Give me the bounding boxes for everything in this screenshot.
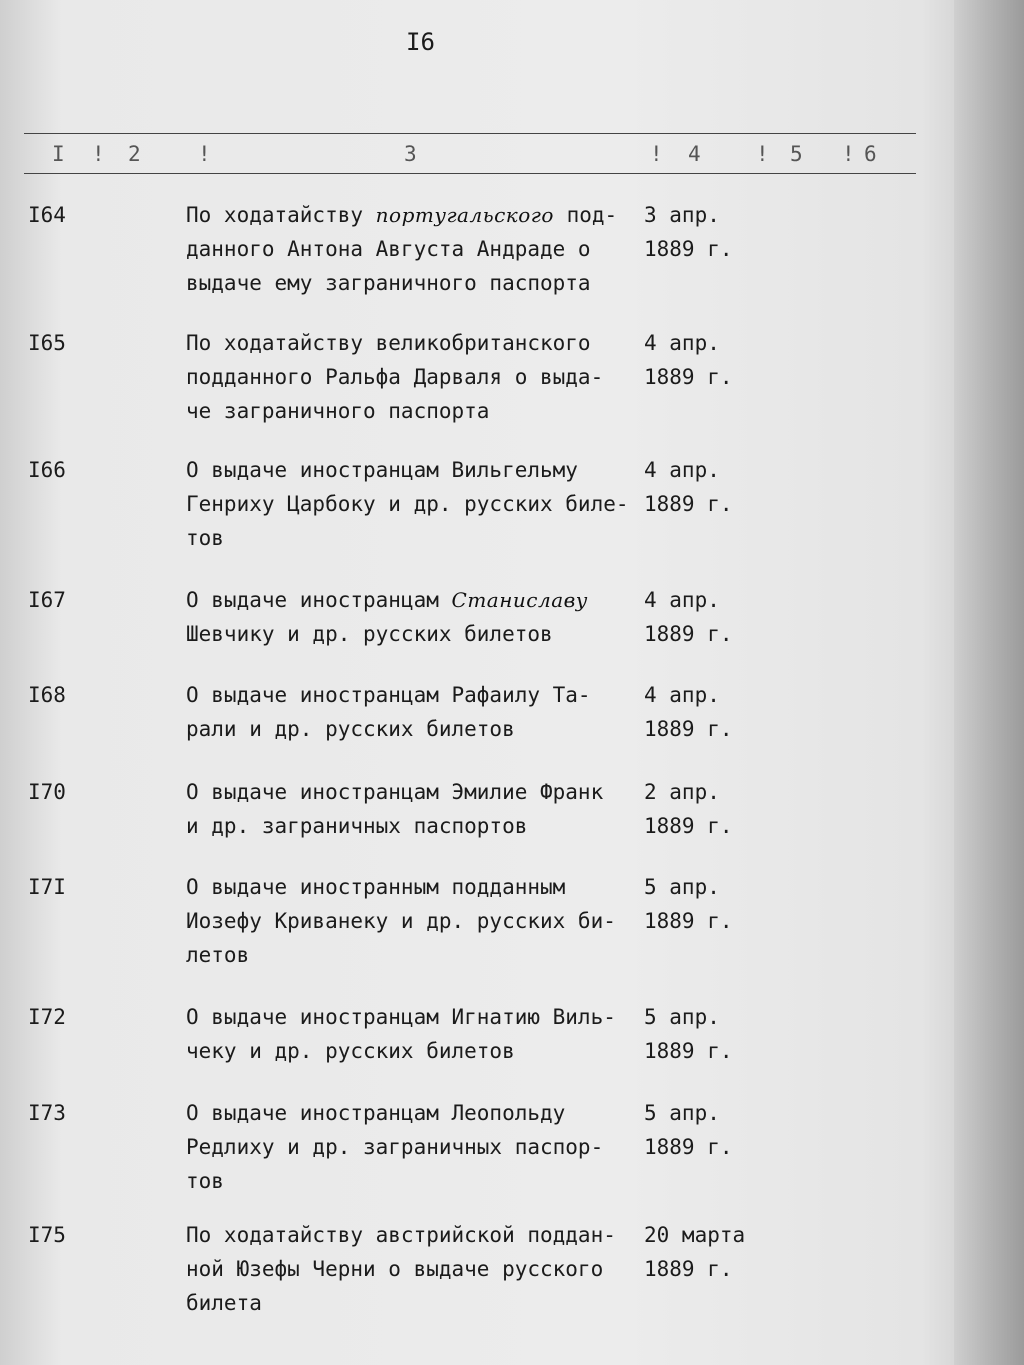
title-line: рали и др. русских билетов [186,717,515,741]
date-day: 3 апр. [644,203,720,227]
entry-date [644,1000,733,1068]
entry-title [186,1000,646,1068]
date-year: 1889 г. [644,365,733,389]
entry-number: I72 [28,1005,66,1029]
entry-title [186,583,646,651]
header-col-6: 6 [864,142,877,166]
title-line: тов [186,526,224,550]
date-day: 4 апр. [644,683,720,707]
entry-date [644,1096,733,1164]
entry-title [186,1218,646,1320]
entry-title [186,775,646,843]
entry-number: I73 [28,1101,66,1125]
date-year: 1889 г. [644,622,733,646]
header-col-3: 3 [404,142,417,166]
entry-number: I65 [28,331,66,355]
title-line: выдаче ему заграничного паспорта [186,271,591,295]
date-year: 1889 г. [644,1039,733,1063]
header-sep-5: ! [842,142,855,166]
title-line: чеку и др. русских билетов [186,1039,515,1063]
page-number: I6 [406,28,435,56]
title-line: че заграничного паспорта [186,399,490,423]
title-line: О выдаче иностранцам Рафаилу Та- [186,683,591,707]
date-year: 1889 г. [644,1257,733,1281]
date-day: 5 апр. [644,1005,720,1029]
date-year: 1889 г. [644,237,733,261]
title-line: Шевчику и др. русских билетов [186,622,553,646]
date-day: 4 апр. [644,331,720,355]
header-sep-2: ! [198,142,211,166]
entry-date [644,678,733,746]
title-line: О выдаче иностранным подданным [186,875,566,899]
header-rule-top [24,133,916,134]
entry-number: I70 [28,780,66,804]
date-day: 5 апр. [644,1101,720,1125]
entry-date [644,1218,745,1286]
entry-number: I66 [28,458,66,482]
title-line: ной Юзефы Черни о выдаче русского [186,1257,604,1281]
typed-text: под- [553,203,618,227]
title-line: летов [186,943,250,967]
entry-title [186,1096,646,1198]
title-line: тов [186,1169,224,1193]
date-year: 1889 г. [644,492,733,516]
entry-date [644,198,733,266]
entry-number: I7I [28,875,66,899]
handwritten-insert: португальского [375,203,554,227]
typed-text: О выдаче иностранцам [186,588,452,612]
entry-number: I67 [28,588,66,612]
entry-date [644,870,733,938]
date-year: 1889 г. [644,909,733,933]
date-year: 1889 г. [644,717,733,741]
title-line: билета [186,1291,262,1315]
title-line: По ходатайству австрийской поддан- [186,1223,616,1247]
date-day: 4 апр. [644,588,720,612]
title-line: О выдаче иностранцам Игнатию Виль- [186,1005,616,1029]
handwritten-insert: Станиславу [451,588,588,612]
title-line: По ходатайству великобританского [186,331,591,355]
title-line: О выдаче иностранцам Леопольду [186,1101,566,1125]
title-line: и др. заграничных паспортов [186,814,528,838]
title-line: О выдаче иностранцам Эмилие Франк [186,780,604,804]
entry-number: I68 [28,683,66,707]
entry-title [186,326,646,428]
entry-title [186,678,646,746]
date-day: 4 апр. [644,458,720,482]
title-line [186,198,646,232]
date-year: 1889 г. [644,814,733,838]
title-line: подданного Ральфа Дарваля о выда- [186,365,604,389]
title-line: О выдаче иностранцам Вильгельму [186,458,578,482]
header-sep-3: ! [650,142,663,166]
entry-title [186,453,646,555]
title-line: данного Антона Августа Андраде о [186,237,591,261]
entry-date [644,326,733,394]
entry-title [186,198,646,300]
typed-text: По ходатайству [186,203,376,227]
entry-number: I75 [28,1223,66,1247]
header-col-4: 4 [688,142,701,166]
header-col-5: 5 [790,142,803,166]
date-day: 2 апр. [644,780,720,804]
header-rule-bottom [24,173,916,174]
entry-number: I64 [28,203,66,227]
header-col-2: 2 [128,142,141,166]
title-line: Генриху Царбоку и др. русских биле- [186,492,629,516]
date-day: 5 апр. [644,875,720,899]
date-year: 1889 г. [644,1135,733,1159]
header-sep-4: ! [756,142,769,166]
entry-date [644,775,733,843]
page-edge-shadow [954,0,1024,1365]
header-sep-1: ! [92,142,105,166]
entry-date [644,583,733,651]
title-line: Иозефу Криванеку и др. русских би- [186,909,616,933]
header-col-1: I [52,142,65,166]
entry-date [644,453,733,521]
entry-title [186,870,646,972]
title-line [186,583,646,617]
title-line: Редлиху и др. заграничных паспор- [186,1135,604,1159]
date-day: 20 марта [644,1223,746,1247]
